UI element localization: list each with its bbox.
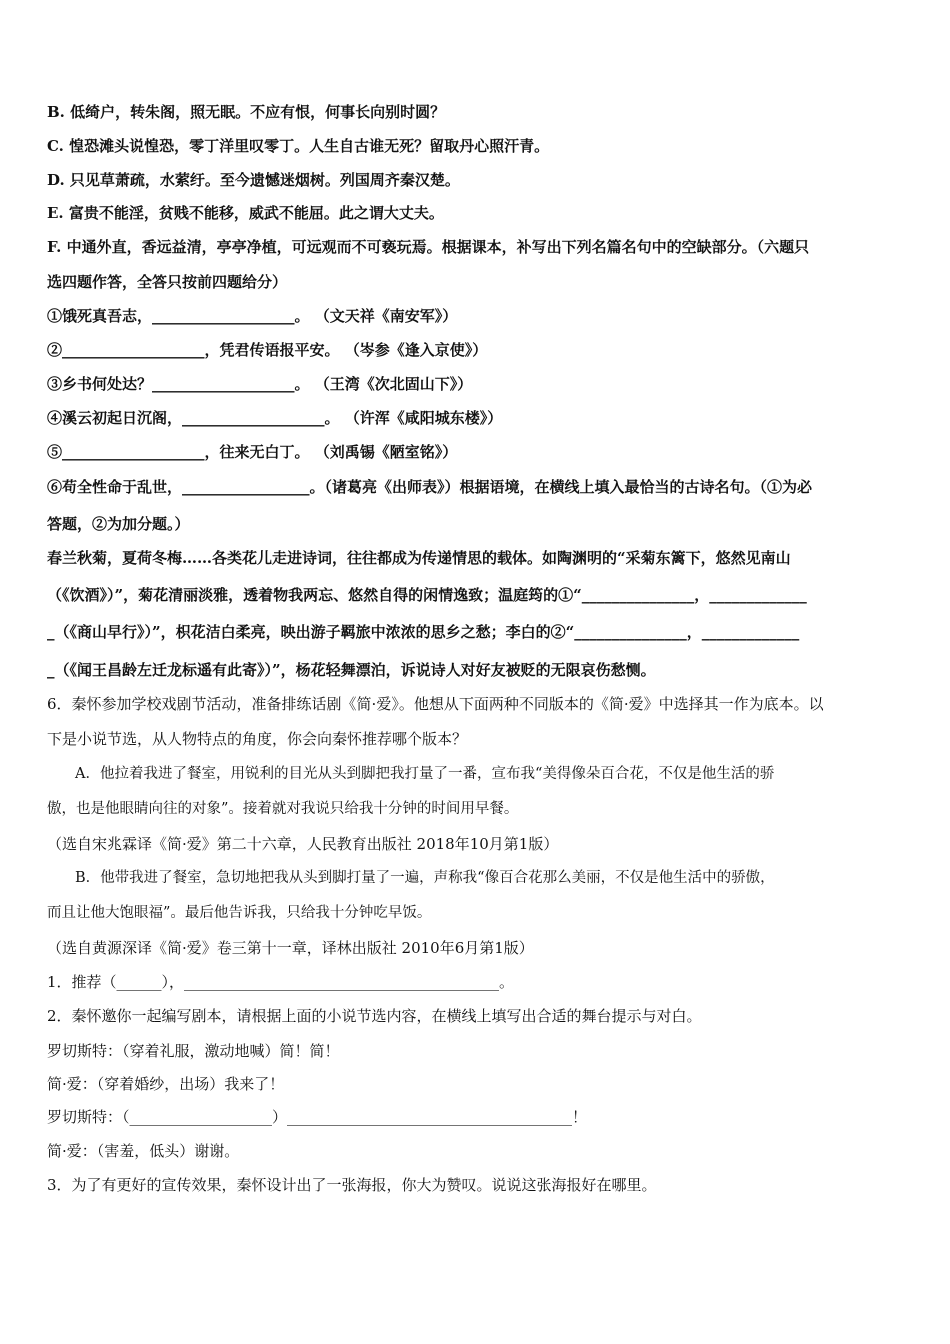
q6-intro-line1: 6．秦怀参加学校戏剧节活动，准备排练话剧《简·爱》。他想从下面两种不同版本的《简·爱》中选择其一作为底本。以 [47, 695, 824, 713]
version-b-line1: B．他带我进了餐室，急切地把我从头到脚打量了一遍，声称我“像百合花那么美丽，不仅是他生活中的骄傲， [75, 870, 775, 886]
version-a-source: （选自宋兆霖译《简·爱》第二十六章，人民教育出版社 2018年10月第1版） [47, 835, 559, 853]
option-c: C. 惶恐滩头说惶恐，零丁洋里叹零丁。人生自古谁无死？留取丹心照汗青。 [47, 137, 550, 155]
dialogue-line-2: 简·爱：（穿着婚纱，出场）我来了！ [47, 1075, 285, 1093]
blank-item-6: ⑥苟全性命于乱世，_________________。（诸葛亮《出师表》）根据语境，在横线上填入最恰当的古诗名句。（①为必 [47, 478, 813, 496]
blank-item-5: ⑤___________________，往来无白丁。 （刘禹锡《陋室铭》） [47, 443, 458, 461]
sub-question-1: 1．推荐（______），__________________________________________。 [47, 973, 515, 991]
blank-item-2: ②___________________，凭君传语报平安。 （岑参《逢入京使》） [47, 341, 488, 359]
dialogue-line-1: 罗切斯特：（穿着礼服，激动地喊）简！简！ [47, 1042, 340, 1060]
flowers-line1: 春兰秋菊，夏荷冬梅……各类花儿走进诗词，往往都成为传递情思的载体。如陶渊明的“采菊东篱下，悠然见南山 [47, 549, 791, 567]
version-b-line2: 而且让他大饱眼福”。最后他告诉我，只给我十分钟吃早饭。 [47, 905, 432, 921]
blank-item-1: ①饿死真吾志，___________________。 （文天祥《南安军》） [47, 307, 458, 325]
dialogue-line-4: 简·爱：（害羞，低头）谢谢。 [47, 1142, 240, 1160]
option-d: D. 只见草萧疏，水萦纡。至今遗憾迷烟树。列国周齐秦汉楚。 [47, 171, 460, 189]
version-a-line2: 傲，也是他眼睛向往的对象”。接着就对我说只给我十分钟的时间用早餐。 [47, 801, 519, 817]
flowers-line4: _（《闻王昌龄左迁龙标遥有此寄》）”，杨花轻舞漂泊，诉说诗人对好友被贬的无限哀伤愁恻。 [47, 661, 656, 679]
option-e: E. 富贵不能淫，贫贱不能移，威武不能屈。此之谓大丈夫。 [47, 204, 444, 222]
option-b: B. 低绮户，转朱阁，照无眠。不应有恨，何事长向别时圆？ [47, 103, 446, 121]
flowers-line3: _（《商山早行》）”，枳花洁白柔亮，映出游子羁旅中浓浓的思乡之愁；李白的②“_______________，_____________ [47, 623, 800, 641]
sub-question-3: 3．为了有更好的宣传效果，秦怀设计出了一张海报，你大为赞叹。说说这张海报好在哪里。 [47, 1176, 657, 1194]
sub-question-2: 2．秦怀邀你一起编写剧本，请根据上面的小说节选内容，在横线上填写出合适的舞台提示与对白。 [47, 1007, 702, 1025]
blank-item-4: ④溪云初起日沉阁，___________________。 （许浑《咸阳城东楼》） [47, 409, 503, 427]
dialogue-line-3: 罗切斯特：（___________________）______________________________________！ [47, 1108, 588, 1126]
q6-intro-line2: 下是小说节选，从人物特点的角度，你会向秦怀推荐哪个版本？ [47, 730, 468, 748]
option-f-line2: 选四题作答，全答只按前四题给分） [47, 273, 288, 291]
blank-item-note: 答题，②为加分题。） [47, 515, 190, 533]
option-f-line1: F. 中通外直，香远益清，亭亭净植，可远观而不可亵玩焉。根据课本，补写出下列名篇名句中的空缺部分。（六题只 [47, 238, 810, 256]
version-a-line1: A．他拉着我进了餐室，用锐利的目光从头到脚把我打量了一番，宣布我“美得像朵百合花，不仅是他生活的骄 [75, 766, 775, 782]
version-b-source: （选自黄源深译《简·爱》卷三第十一章，译林出版社 2010年6月第1版） [47, 939, 534, 957]
flowers-line2: （《饮酒》）”，菊花清丽淡雅，透着物我两忘、悠然自得的闲情逸致；温庭筠的①“_______________，_____________ [47, 586, 807, 604]
blank-item-3: ③乡书何处达？___________________。 （王湾《次北固山下》） [47, 375, 473, 393]
